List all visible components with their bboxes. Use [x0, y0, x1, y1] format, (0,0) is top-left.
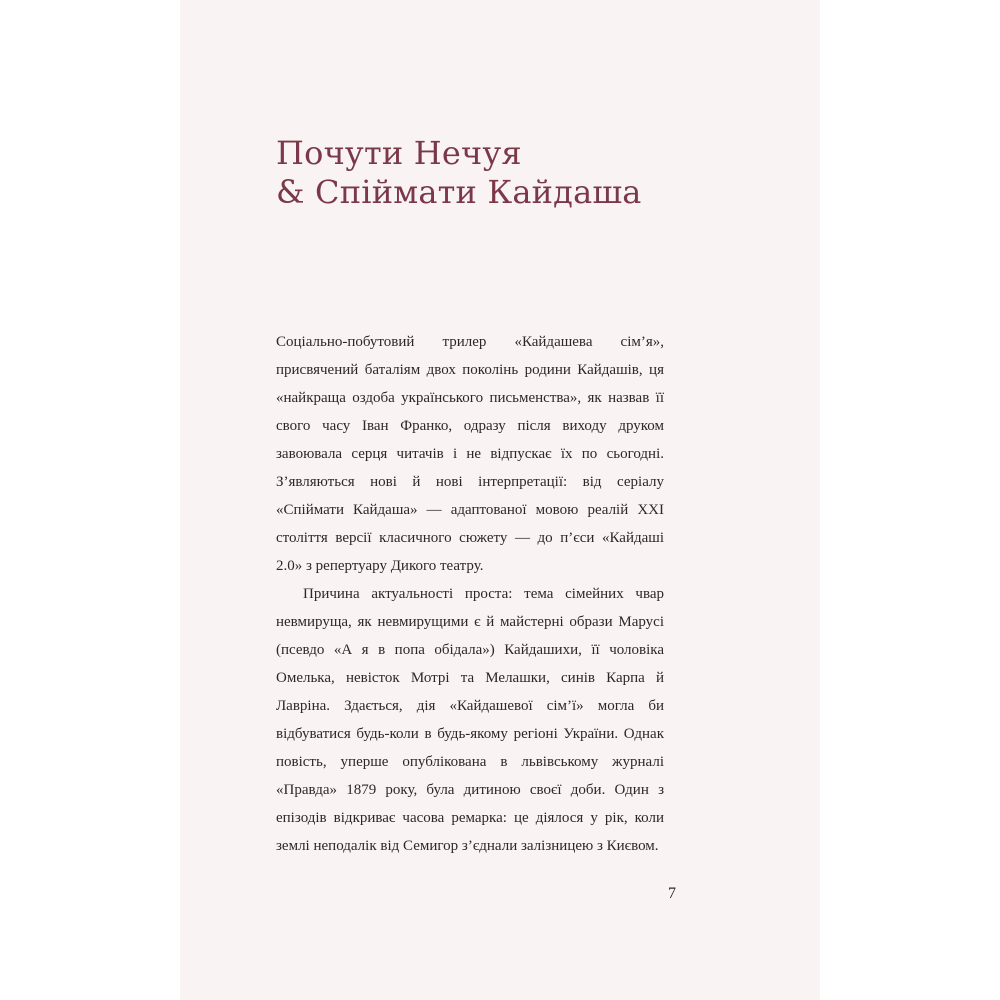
chapter-title-line-2: & Спіймати Кайдаша	[276, 173, 642, 211]
chapter-body	[276, 328, 664, 860]
paragraph-1: Соціально-побутовий трилер «Кайдашева сім’я», присвячений баталіям двох поколінь родини Кайдашів, ця «найкраща оздоба українського письменства», як назвав її свого часу Іван Франко, одразу після виходу друком завоювала серця читачів і не відпускає їх по сьогодні. З’являються нові й нові інтерпретації: від серіалу «Спіймати Кайдаша» — адаптованої мовою реалій XXI століття версії класичного сюжету — до п’єси «Кайдаші 2.0» з репертуару Дикого театру.	[276, 334, 664, 574]
paragraph-2: Причина актуальності проста: тема сімейних чвар невмируща, як невмирущими є й майстерні образи Марусі (псевдо «А я в попа обідала») Кайдашихи, її чоловіка Омелька, невісток Мотрі та Мелашки, синів Карпа й Лаврiна. Здається, дія «Кайдашевої сім’ї» могла би відбуватися будь-коли в будь-якому регіоні України. Однак повість, уперше опублікована в львівському журналі «Правда» 1879 року, була дитиною своєї доби. Один з епізодів відкриває часова ремарка: це діялося у рік, коли землі неподалік від Семигор з’єднали залізницею з Києвом.	[276, 586, 664, 854]
chapter-title	[276, 134, 642, 212]
chapter-title-line-1: Почути Нечуя	[276, 134, 522, 172]
page-number: 7	[668, 885, 676, 902]
